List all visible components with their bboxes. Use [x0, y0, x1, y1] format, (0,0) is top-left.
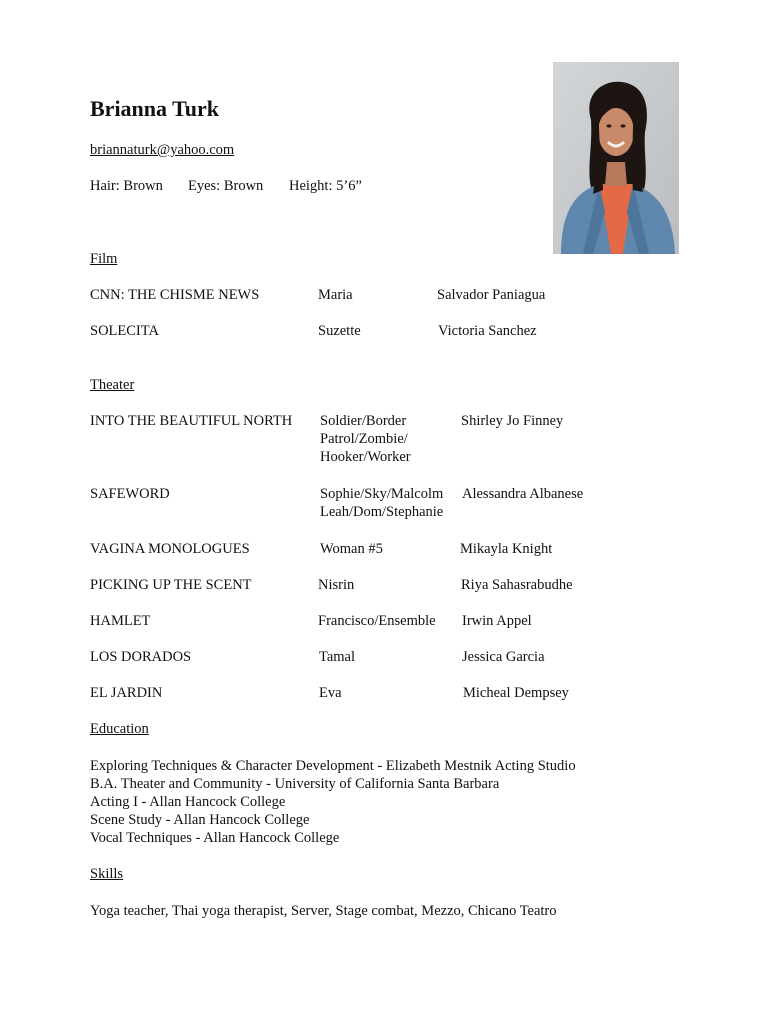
- credit-title: PICKING UP THE SCENT: [90, 577, 252, 593]
- education-line: Scene Study - Allan Hancock College: [90, 812, 310, 828]
- education-line: Exploring Techniques & Character Development - Elizabeth Mestnik Acting Studio: [90, 758, 576, 774]
- credit-title: LOS DORADOS: [90, 649, 192, 665]
- skills-text: Yoga teacher, Thai yoga therapist, Server, Stage combat, Mezzo, Chicano Teatro: [90, 903, 557, 919]
- credit-title: SOLECITA: [90, 323, 159, 339]
- credit-director: Jessica Garcia: [462, 649, 545, 665]
- hair-color: Hair: Brown: [90, 178, 163, 194]
- credit-role: Suzette: [318, 323, 361, 339]
- credit-director: Salvador Paniagua: [437, 287, 546, 303]
- theater-heading: Theater: [90, 377, 135, 393]
- credit-director: Riya Sahasrabudhe: [461, 577, 573, 593]
- credit-role: Eva: [319, 685, 342, 701]
- education-heading: Education: [90, 721, 149, 737]
- credit-director: Irwin Appel: [462, 613, 532, 629]
- credit-role: Maria: [318, 287, 353, 303]
- credit-role: Soldier/Border Patrol/Zombie/ Hooker/Worker: [320, 413, 411, 465]
- credit-role: Francisco/Ensemble: [318, 613, 436, 629]
- credit-director: Shirley Jo Finney: [461, 413, 564, 429]
- credit-title: VAGINA MONOLOGUES: [90, 541, 250, 557]
- credit-title: INTO THE BEAUTIFUL NORTH: [90, 413, 293, 429]
- credit-role: Woman #5: [320, 541, 383, 557]
- email-link[interactable]: briannaturk@yahoo.com: [90, 142, 235, 158]
- actor-name: Brianna Turk: [90, 96, 220, 121]
- headshot-photo: [553, 62, 679, 254]
- eye-color: Eyes: Brown: [188, 178, 264, 194]
- height: Height: 5’6”: [289, 178, 362, 194]
- headshot-illustration: [553, 62, 679, 254]
- credit-role: Tamal: [319, 649, 356, 665]
- education-line: Vocal Techniques - Allan Hancock College: [90, 830, 340, 846]
- credit-role: Sophie/Sky/Malcolm Leah/Dom/Stephanie: [320, 486, 444, 520]
- credit-title: EL JARDIN: [90, 685, 163, 701]
- credit-role: Nisrin: [318, 577, 355, 593]
- credit-director: Micheal Dempsey: [463, 685, 569, 701]
- credit-director: Victoria Sanchez: [438, 323, 537, 339]
- credit-director: Alessandra Albanese: [462, 486, 584, 502]
- education-line: B.A. Theater and Community - University of California Santa Barbara: [90, 776, 500, 792]
- credit-title: SAFEWORD: [90, 486, 170, 502]
- credit-title: CNN: THE CHISME NEWS: [90, 287, 260, 303]
- credit-title: HAMLET: [90, 613, 151, 629]
- credit-director: Mikayla Knight: [460, 541, 553, 557]
- film-heading: Film: [90, 251, 118, 267]
- education-line: Acting I - Allan Hancock College: [90, 794, 286, 810]
- skills-heading: Skills: [90, 866, 124, 882]
